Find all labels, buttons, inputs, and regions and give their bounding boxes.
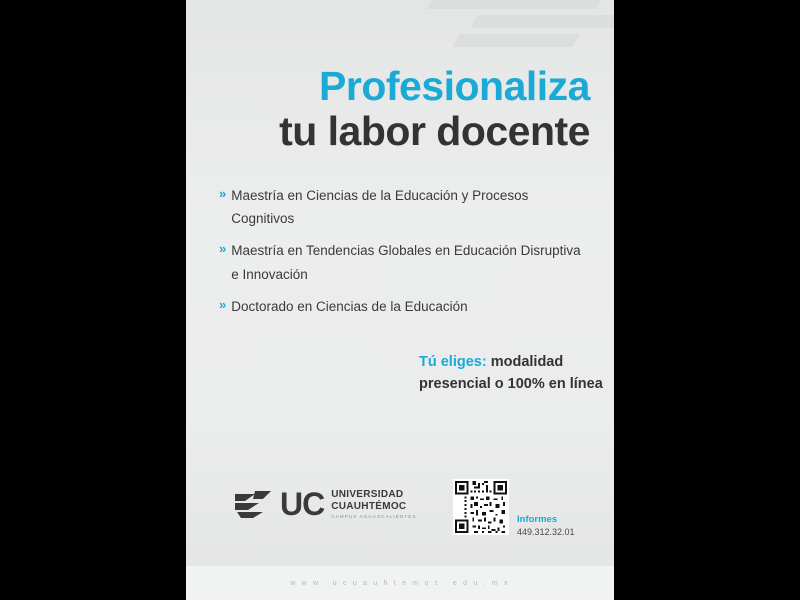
- program-label: Maestría en Tendencias Globales en Educación Disruptiva e Innovación: [231, 243, 581, 282]
- footer-bar: [186, 566, 614, 600]
- contact-block: [517, 513, 575, 539]
- headline-line-2: tu labor docente: [279, 108, 590, 154]
- contact-title: Informes: [517, 514, 558, 525]
- modality-line-1: [419, 352, 603, 374]
- program-list: [219, 184, 584, 327]
- bullet-icon: »: [219, 186, 227, 201]
- university-logo: [233, 487, 417, 520]
- poster: [186, 0, 614, 600]
- logo-word-2: CUAUHTÉMOC: [331, 500, 407, 512]
- modality-label: Tú eliges:: [419, 354, 487, 370]
- list-item: [219, 184, 584, 230]
- qr-code-graphic: [453, 479, 509, 535]
- modality-line-2: presencial o 100% en línea: [419, 375, 603, 392]
- headline: [186, 63, 590, 155]
- logo-word-3: CAMPUS AGUASCALIENTES: [331, 514, 417, 519]
- logo-word-1: UNIVERSIDAD: [331, 489, 404, 500]
- eagle-logo-mark-icon: [233, 488, 273, 520]
- list-item: [219, 239, 584, 285]
- modality-block: [419, 352, 603, 396]
- footer-url[interactable]: w w w . u c u a u h t e m o c . e d u . m x: [290, 579, 510, 587]
- bullet-icon: »: [219, 241, 227, 257]
- program-label: Doctorado en Ciencias de la Educación: [231, 298, 468, 314]
- qr-code-icon[interactable]: [453, 479, 509, 535]
- program-label: Maestría en Ciencias de la Educación y Procesos Cognitivos: [231, 188, 529, 227]
- contact-phone[interactable]: 449.312.32.01: [517, 527, 575, 538]
- logo-wordmark: [331, 487, 416, 520]
- logo-initials: UC: [280, 485, 325, 522]
- list-item: [219, 295, 584, 318]
- bullet-icon: »: [219, 296, 227, 312]
- headline-line-1: Profesionaliza: [319, 63, 590, 109]
- modality-value: modalidad: [490, 354, 564, 370]
